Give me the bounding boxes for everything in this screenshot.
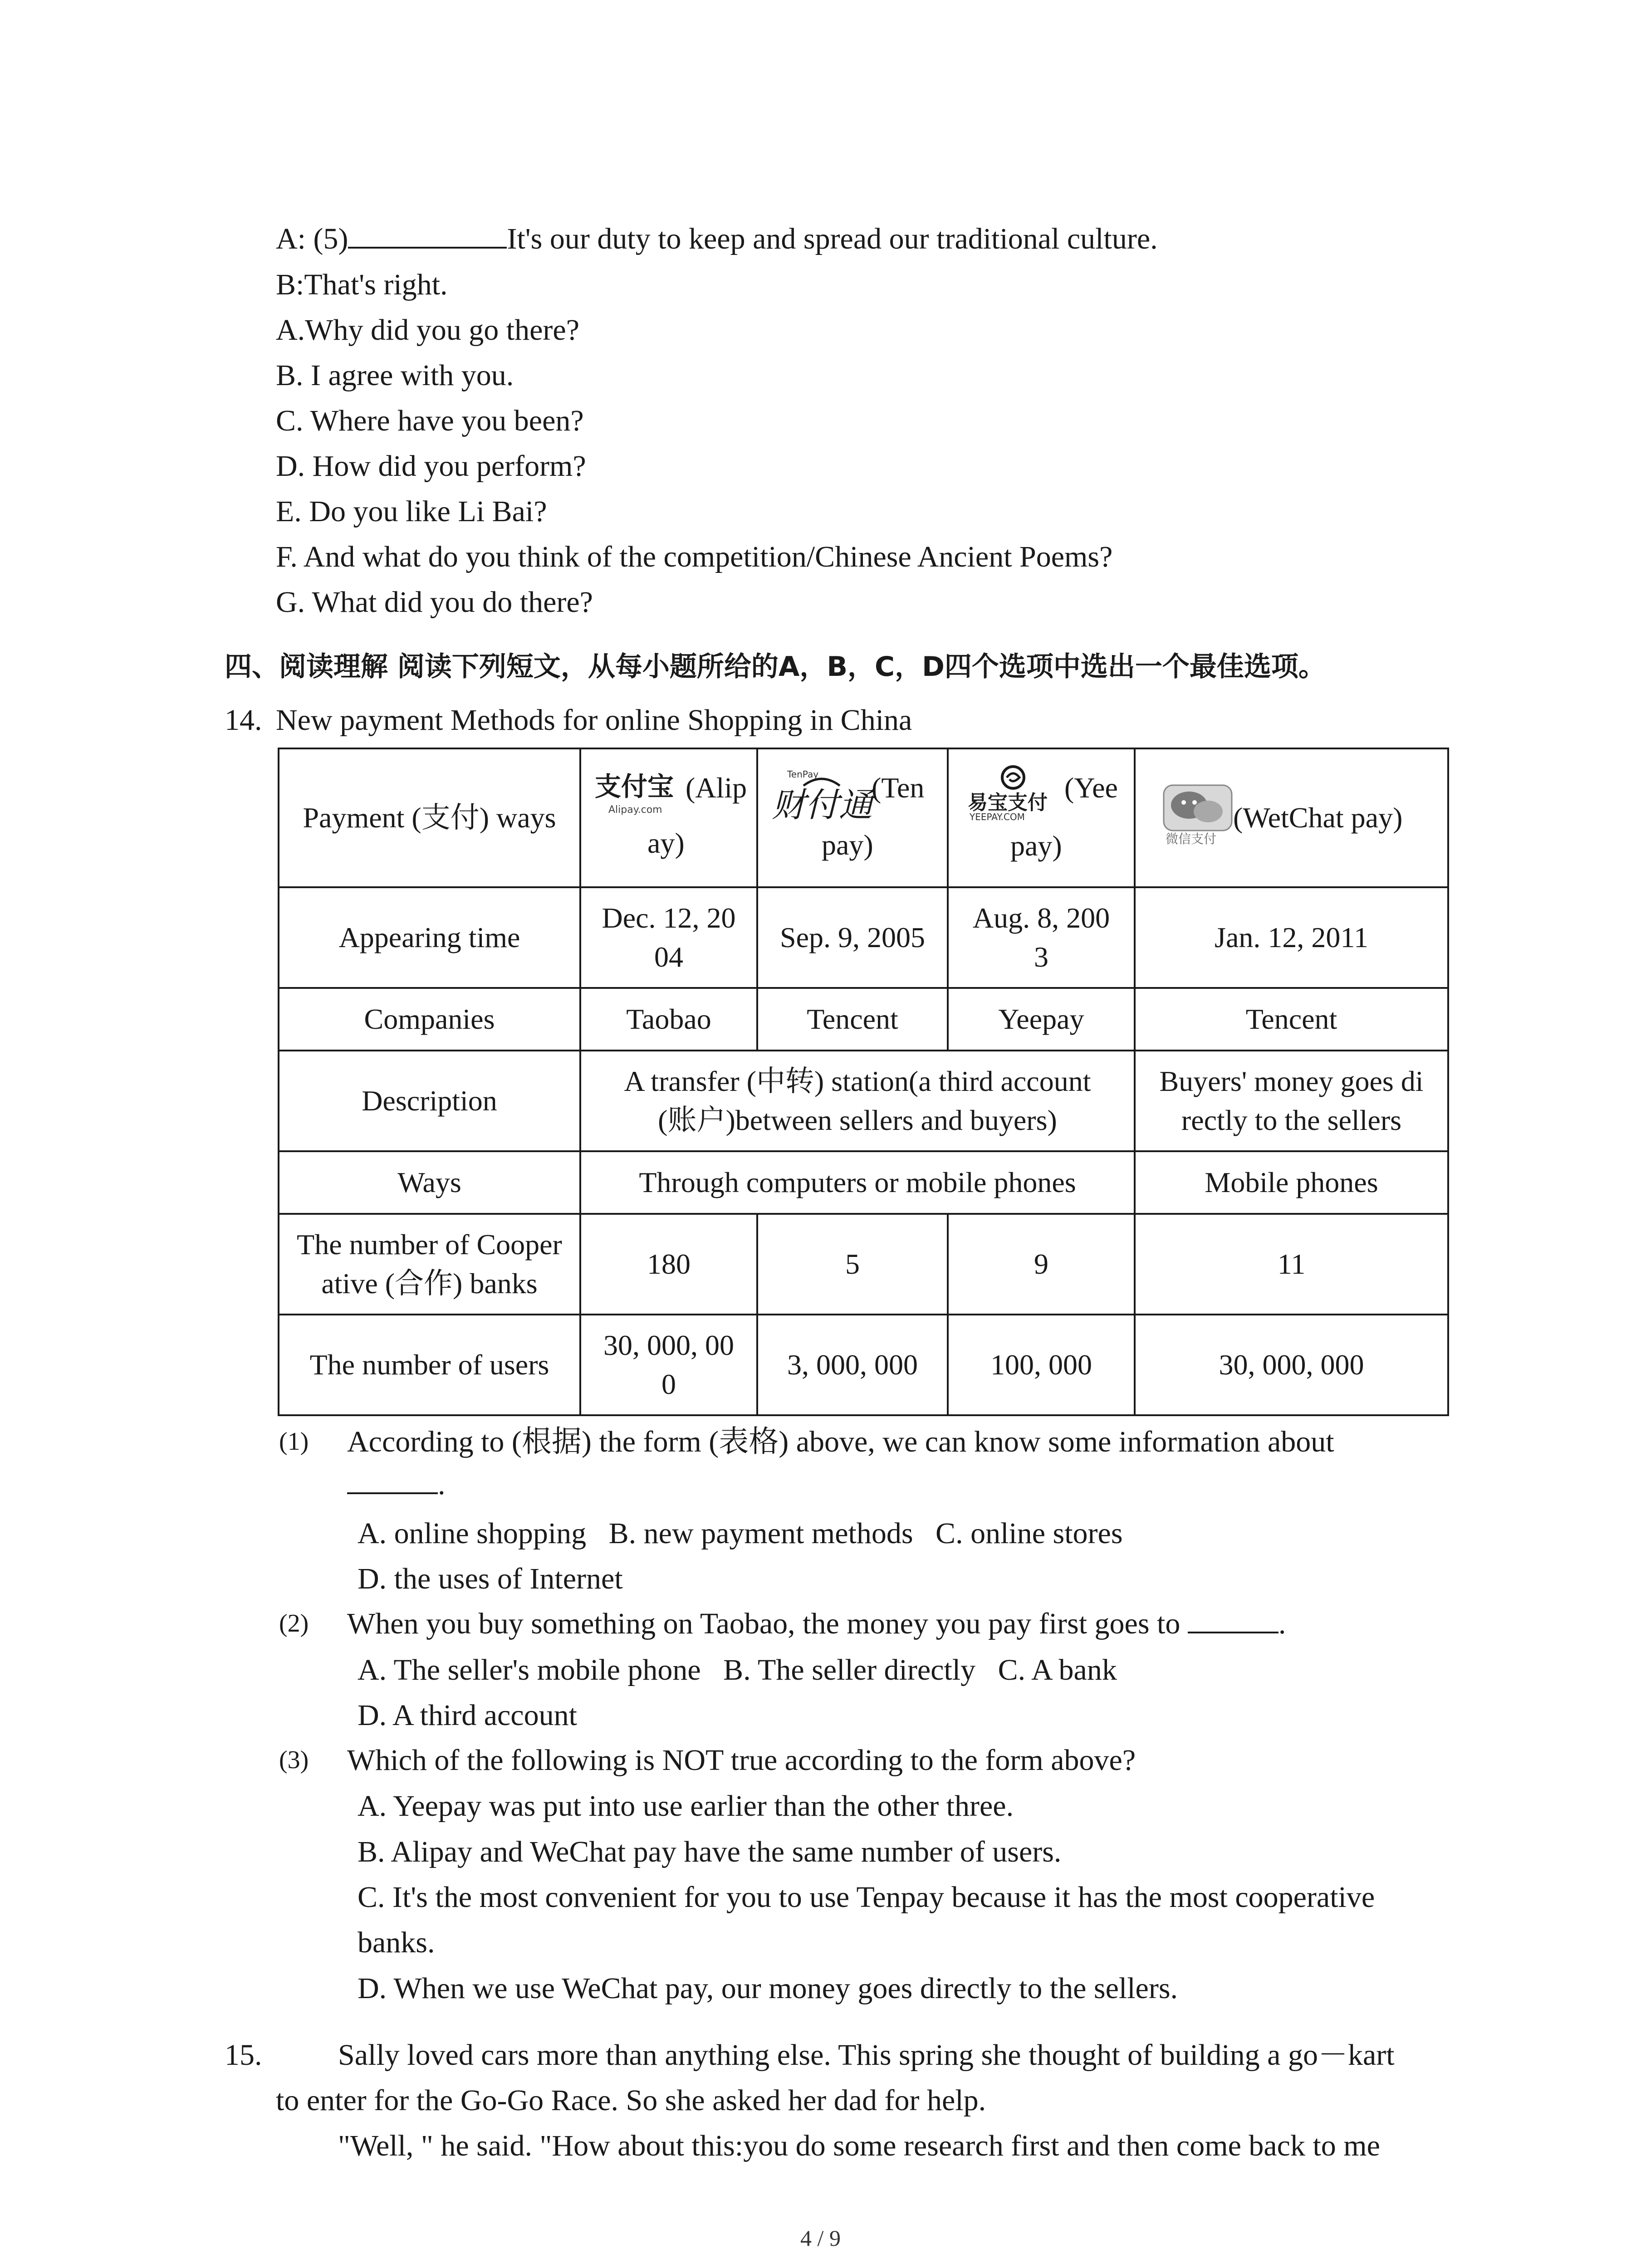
method-cell-wechat bbox=[1135, 748, 1448, 887]
method-cell-tenpay bbox=[757, 748, 948, 887]
table-cell: 3, 000, 000 bbox=[757, 1315, 948, 1415]
row-label: Description bbox=[279, 1051, 580, 1151]
subquestion-2-number: (2) bbox=[279, 1609, 309, 1637]
cell-line: Buyers' money goes di bbox=[1159, 1065, 1424, 1097]
table-cell: Yeepay bbox=[948, 988, 1135, 1051]
subquestion-1-period: . bbox=[438, 1468, 446, 1501]
answer-blank[interactable] bbox=[1188, 1609, 1279, 1633]
method-name-yeepay-l1: (Yee bbox=[1064, 772, 1118, 804]
table-cell: Tencent bbox=[757, 988, 948, 1051]
alipay-logo-icon bbox=[595, 767, 686, 817]
dialogue-option: B. I agree with you. bbox=[276, 359, 514, 392]
subquestion-1-stem-end bbox=[347, 1470, 446, 1500]
dialogue-option: E. Do you like Li Bai? bbox=[276, 495, 547, 528]
table-cell bbox=[948, 887, 1135, 988]
table-cell: Taobao bbox=[580, 988, 757, 1051]
cell-line: rectly to the sellers bbox=[1181, 1104, 1402, 1136]
table-cell bbox=[1135, 1051, 1448, 1151]
method-cell-alipay bbox=[580, 748, 757, 887]
payment-methods-table bbox=[278, 748, 1449, 1416]
yeepay-logo-icon bbox=[968, 764, 1068, 823]
subquestion-1-number: (1) bbox=[279, 1427, 309, 1456]
table-cell: 30, 000, 000 bbox=[1135, 1315, 1448, 1415]
question-15-line: Sally loved cars more than anything else. This spring she thought of building a go－kart bbox=[338, 2038, 1395, 2072]
dialogue-option: A.Why did you go there? bbox=[276, 313, 579, 347]
tenpay-logo-sub: TenPay bbox=[787, 769, 819, 780]
subquestion-2-period: . bbox=[1278, 1607, 1286, 1640]
method-name-tenpay-l2: pay) bbox=[822, 829, 873, 861]
yeepay-logo-sub: YEEPAY.COM bbox=[970, 811, 1025, 822]
subquestion-3-option-b: B. Alipay and WeChat pay have the same number of users. bbox=[358, 1835, 1062, 1868]
row-label bbox=[279, 1214, 580, 1315]
table-row-users bbox=[279, 1315, 1448, 1415]
subquestion-3-option-c: C. It's the most convenient for you to use Tenpay because it has the most cooperative bbox=[358, 1881, 1375, 1914]
alipay-logo-text: 支付宝 bbox=[595, 771, 674, 802]
method-cell-yeepay bbox=[948, 748, 1135, 887]
page-number: 4 / 9 bbox=[800, 2225, 841, 2251]
table-cell: Mobile phones bbox=[1135, 1151, 1448, 1214]
tenpay-logo-text: 财付通 bbox=[772, 786, 872, 825]
table-cell: 11 bbox=[1135, 1214, 1448, 1315]
subquestion-3-stem: Which of the following is NOT true according to the form above? bbox=[347, 1744, 1136, 1777]
cell-line: 04 bbox=[654, 941, 683, 973]
cell-line: ative (合作) banks bbox=[321, 1267, 538, 1300]
subquestion-2-text: When you buy something on Taobao, the money you pay first goes to bbox=[347, 1607, 1181, 1640]
table-cell: Jan. 12, 2011 bbox=[1135, 887, 1448, 988]
wechat-logo-text: 微信支付 bbox=[1166, 831, 1217, 846]
dialogue-option: D. How did you perform? bbox=[276, 450, 586, 483]
subquestion-3-option-a: A. Yeepay was put into use earlier than the other three. bbox=[358, 1789, 1014, 1823]
row-label: The number of users bbox=[279, 1315, 580, 1415]
table-cell: 5 bbox=[757, 1214, 948, 1315]
cell-line: The number of Cooper bbox=[297, 1228, 562, 1261]
table-row-appearing bbox=[279, 887, 1448, 988]
table-cell: 9 bbox=[948, 1214, 1135, 1315]
cell-line: Aug. 8, 200 bbox=[972, 902, 1110, 934]
method-name-tenpay-l1: (Ten bbox=[872, 772, 925, 804]
table-cell: Sep. 9, 2005 bbox=[757, 887, 948, 988]
dialogue-option: C. Where have you been? bbox=[276, 404, 584, 437]
subquestion-3-option-c-cont: banks. bbox=[358, 1926, 435, 1959]
cell-line: Dec. 12, 20 bbox=[602, 902, 736, 934]
subquestion-1-stem: According to (根据) the form (表格) above, we can know some information about bbox=[347, 1425, 1334, 1458]
question-15-number: 15. bbox=[225, 2038, 262, 2072]
cell-line: (账户)between sellers and buyers) bbox=[658, 1104, 1057, 1136]
yeepay-logo-text: 易宝支付 bbox=[968, 791, 1048, 814]
header-label-cell: Payment (支付) ways bbox=[279, 748, 580, 887]
subquestion-2-stem bbox=[347, 1609, 1286, 1639]
dialogue-line-5 bbox=[276, 224, 1158, 254]
table-row-companies bbox=[279, 988, 1448, 1051]
method-name-yeepay-l2: pay) bbox=[1010, 830, 1062, 862]
dialogue-option: F. And what do you think of the competition/Chinese Ancient Poems? bbox=[276, 540, 1113, 573]
answer-blank[interactable] bbox=[348, 224, 507, 249]
method-name-alipay-l2: ay) bbox=[647, 827, 685, 859]
question-15-line: to enter for the Go-Go Race. So she asked her dad for help. bbox=[276, 2084, 986, 2117]
tenpay-logo-icon bbox=[772, 767, 876, 826]
question-14-number: 14. bbox=[225, 704, 262, 737]
cell-line: 30, 000, 00 bbox=[603, 1329, 734, 1361]
alipay-logo-sub: Alipay.com bbox=[608, 804, 662, 816]
wechat-logo-icon bbox=[1159, 783, 1236, 851]
table-row-header bbox=[279, 748, 1448, 887]
subquestion-1-options: A. online shopping B. new payment methods C. online stores bbox=[358, 1517, 1123, 1550]
table-cell bbox=[580, 1051, 1135, 1151]
method-name-wechat: (WetChat pay) bbox=[1233, 802, 1403, 834]
table-cell bbox=[580, 1315, 757, 1415]
row-label: Ways bbox=[279, 1151, 580, 1214]
dialogue-line-6: B:That's right. bbox=[276, 268, 448, 301]
question-15-line: "Well, " he said. "How about this:you do some research first and then come back to me bbox=[338, 2129, 1380, 2162]
subquestion-3-number: (3) bbox=[279, 1746, 309, 1774]
answer-blank[interactable] bbox=[347, 1470, 438, 1494]
table-row-banks bbox=[279, 1214, 1448, 1315]
subquestion-2-options: A. The seller's mobile phone B. The seller directly C. A bank bbox=[358, 1653, 1117, 1686]
question-14-title: New payment Methods for online Shopping in China bbox=[276, 704, 912, 737]
table-cell: Through computers or mobile phones bbox=[580, 1151, 1135, 1214]
table-cell: Tencent bbox=[1135, 988, 1448, 1051]
method-name-alipay-l1: (Alip bbox=[686, 772, 747, 804]
section-heading: 四、阅读理解 阅读下列短文，从每小题所给的A，B，C，D四个选项中选出一个最佳选项。 bbox=[225, 651, 1326, 683]
row-label: Appearing time bbox=[279, 887, 580, 988]
subquestion-2-options: D. A third account bbox=[358, 1699, 577, 1732]
dialogue-line-5-prefix: A: (5) bbox=[276, 222, 348, 255]
row-label: Companies bbox=[279, 988, 580, 1051]
table-cell: 180 bbox=[580, 1214, 757, 1315]
cell-line: 0 bbox=[661, 1368, 676, 1400]
table-row-description bbox=[279, 1051, 1448, 1151]
cell-line: 3 bbox=[1034, 941, 1048, 973]
cell-line: A transfer (中转) station(a third account bbox=[624, 1065, 1091, 1097]
table-cell: 100, 000 bbox=[948, 1315, 1135, 1415]
dialogue-line-5-suffix: It's our duty to keep and spread our traditional culture. bbox=[507, 222, 1158, 255]
subquestion-3-option-d: D. When we use WeChat pay, our money goes directly to the sellers. bbox=[358, 1972, 1178, 2005]
dialogue-option: G. What did you do there? bbox=[276, 586, 593, 619]
table-row-ways bbox=[279, 1151, 1448, 1214]
subquestion-1-options: D. the uses of Internet bbox=[358, 1562, 623, 1595]
table-cell bbox=[580, 887, 757, 988]
